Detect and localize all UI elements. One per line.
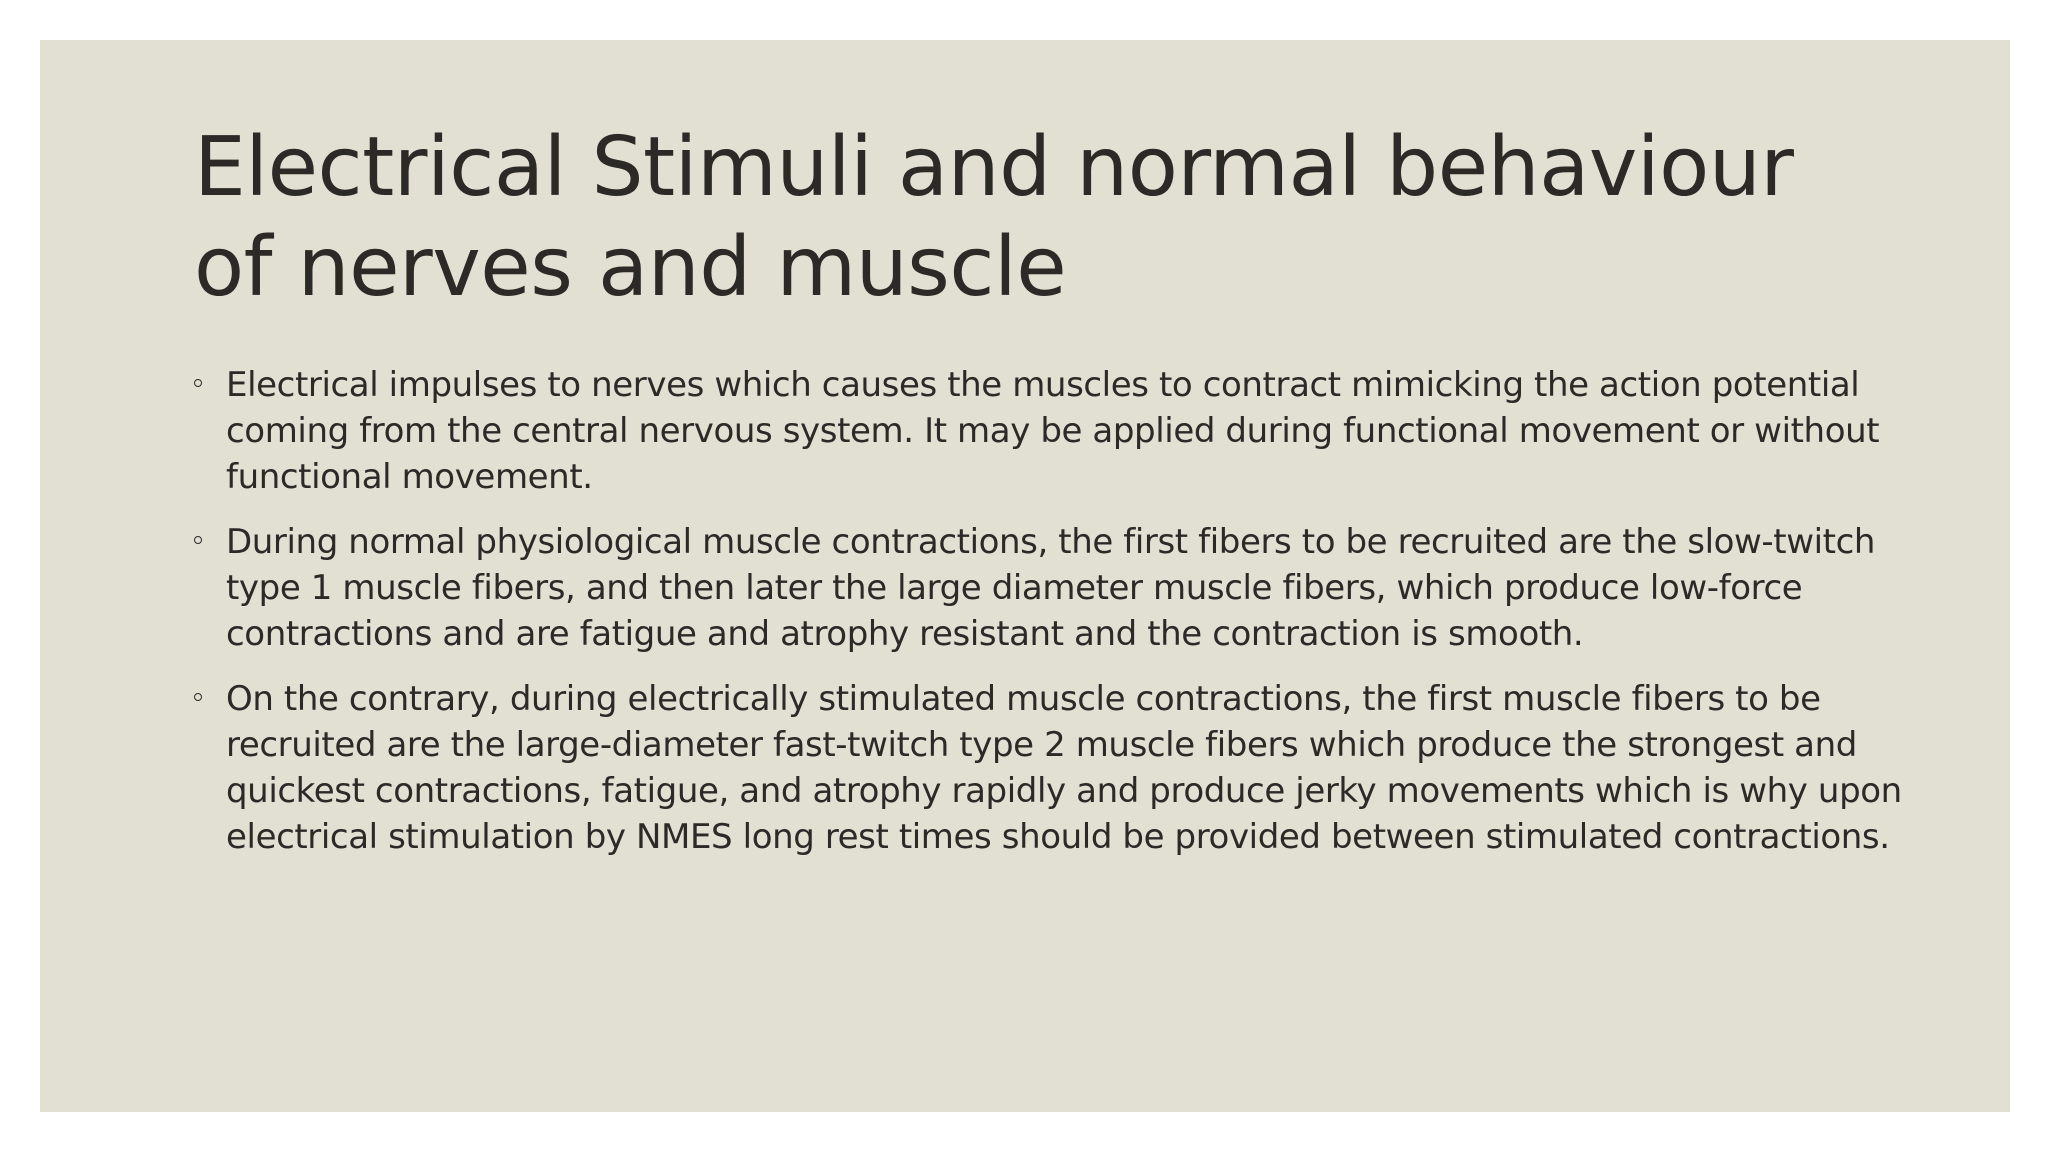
slide bbox=[40, 40, 2010, 1112]
bullet-item bbox=[194, 676, 1914, 860]
bullet-item bbox=[194, 362, 1914, 500]
hollow-circle-bullet-icon bbox=[194, 536, 202, 544]
bullet-text: Electrical impulses to nerves which causes the muscles to contract mimicking the action potential coming from the central nervous system. It may be applied during functional movement or without functional movement. bbox=[226, 365, 1880, 497]
hollow-circle-bullet-icon bbox=[194, 379, 202, 387]
slide-title: Electrical Stimuli and normal behaviour of nerves and muscle bbox=[194, 120, 1794, 315]
bullet-item bbox=[194, 519, 1914, 657]
bullet-text: During normal physiological muscle contractions, the first fibers to be recruited are the slow-twitch type 1 muscle fibers, and then later the large diameter muscle fibers, which produce low-force contractions and are fatigue and atrophy resistant and the contraction is smooth. bbox=[226, 522, 1876, 654]
bullet-text: On the contrary, during electrically stimulated muscle contractions, the first muscle fibers to be recruited are the large-diameter fast-twitch type 2 muscle fibers which produce the strongest and quickest contractions, fatigue, and atrophy rapidly and produce jerky movements which is why upon electrical stimulation by NMES long rest times should be provided between stimulated contractions. bbox=[226, 679, 1902, 857]
hollow-circle-bullet-icon bbox=[194, 693, 202, 701]
bullet-list bbox=[194, 362, 1914, 879]
